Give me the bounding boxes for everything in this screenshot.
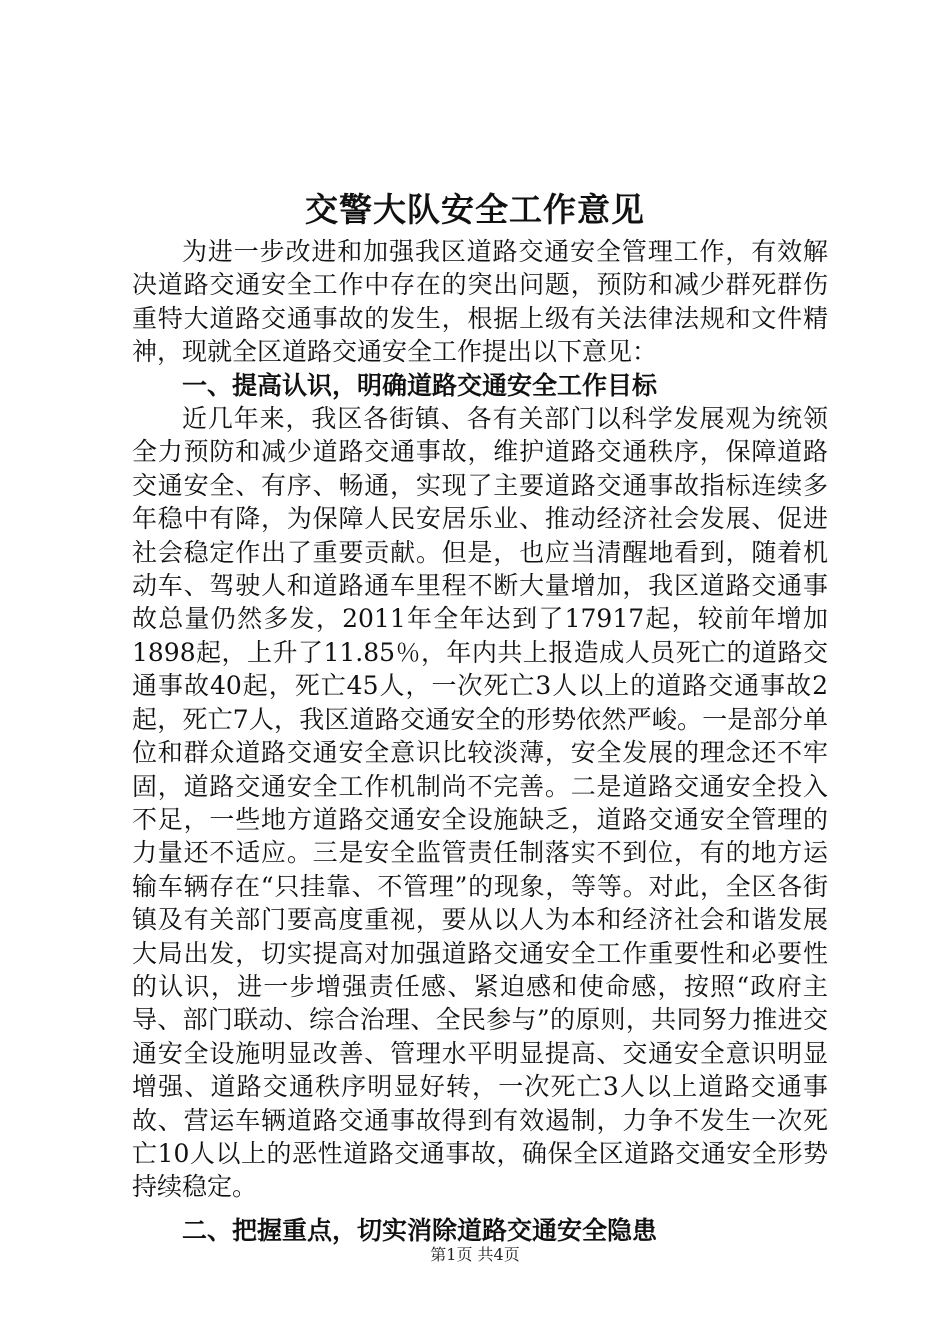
section-1-paragraph: 近几年来，我区各街镇、各有关部门以科学发展观为统领全力预防和减少道路交通事故，维护道路交通秩序，保障道路交通安全、有序、畅通，实现了主要道路交通事故指标连续多年稳中有降，为保障人民安居乐业、推动经济社会发展、促进社会稳定作出了重要贡献。但是，也应当清醒地看到，随着机动车、驾驶人和道路通车里程不断大量增加，我区道路交通事故总量仍然多发，2011年全年达到了17917起，较前年增加1898起，上升了11.85％，年内共上报造成人员死亡的道路交通事故40起，死亡45人，一次死亡3人以上的道路交通事故2起，死亡7人，我区道路交通安全的形势依然严峻。一是部分单位和群众道路交通安全意识比较淡薄，安全发展的理念还不牢固，道路交通安全工作机制尚不完善。二是道路交通安全投入不足，一些地方道路交通安全设施缺乏，道路交通安全管理的力量还不适应。三是安全监管责任制落实不到位，有的地方运输车辆存在“只挂靠、不管理”的现象，等等。对此，全区各街镇及有关部门要高度重视，要从以人为本和经济社会和谐发展大局出发，切实提高对加强道路交通安全工作重要性和必要性的认识，进一步增强责任感、紧迫感和使命感，按照“政府主导、部门联动、综合治理、全民参与”的原则，共同努力推进交通安全设施明显改善、管理水平明显提高、交通安全意识明显增强、道路交通秩序明显好转，一次死亡3人以上道路交通事故、营运车辆道路交通事故得到有效遏制，力争不发生一次死亡10人以上的恶性道路交通事故，确保全区道路交通安全形势持续稳定。 [132, 404, 828, 1202]
section-2-heading: 二、把握重点，切实消除道路交通安全隐患 [182, 1215, 658, 1245]
section-1-heading: 一、提高认识，明确道路交通安全工作目标 [182, 370, 658, 400]
page-footer: 第1页 共4页 [430, 1245, 520, 1264]
document-title: 交警大队安全工作意见 [305, 190, 645, 229]
intro-paragraph: 为进一步改进和加强我区道路交通安全管理工作，有效解决道路交通安全工作中存在的突出问题，预防和减少群死群伤重特大道路交通事故的发生，根据上级有关法律法规和文件精神，现就全区道路交通安全工作提出以下意见： [132, 237, 828, 367]
document-body [132, 235, 828, 1247]
